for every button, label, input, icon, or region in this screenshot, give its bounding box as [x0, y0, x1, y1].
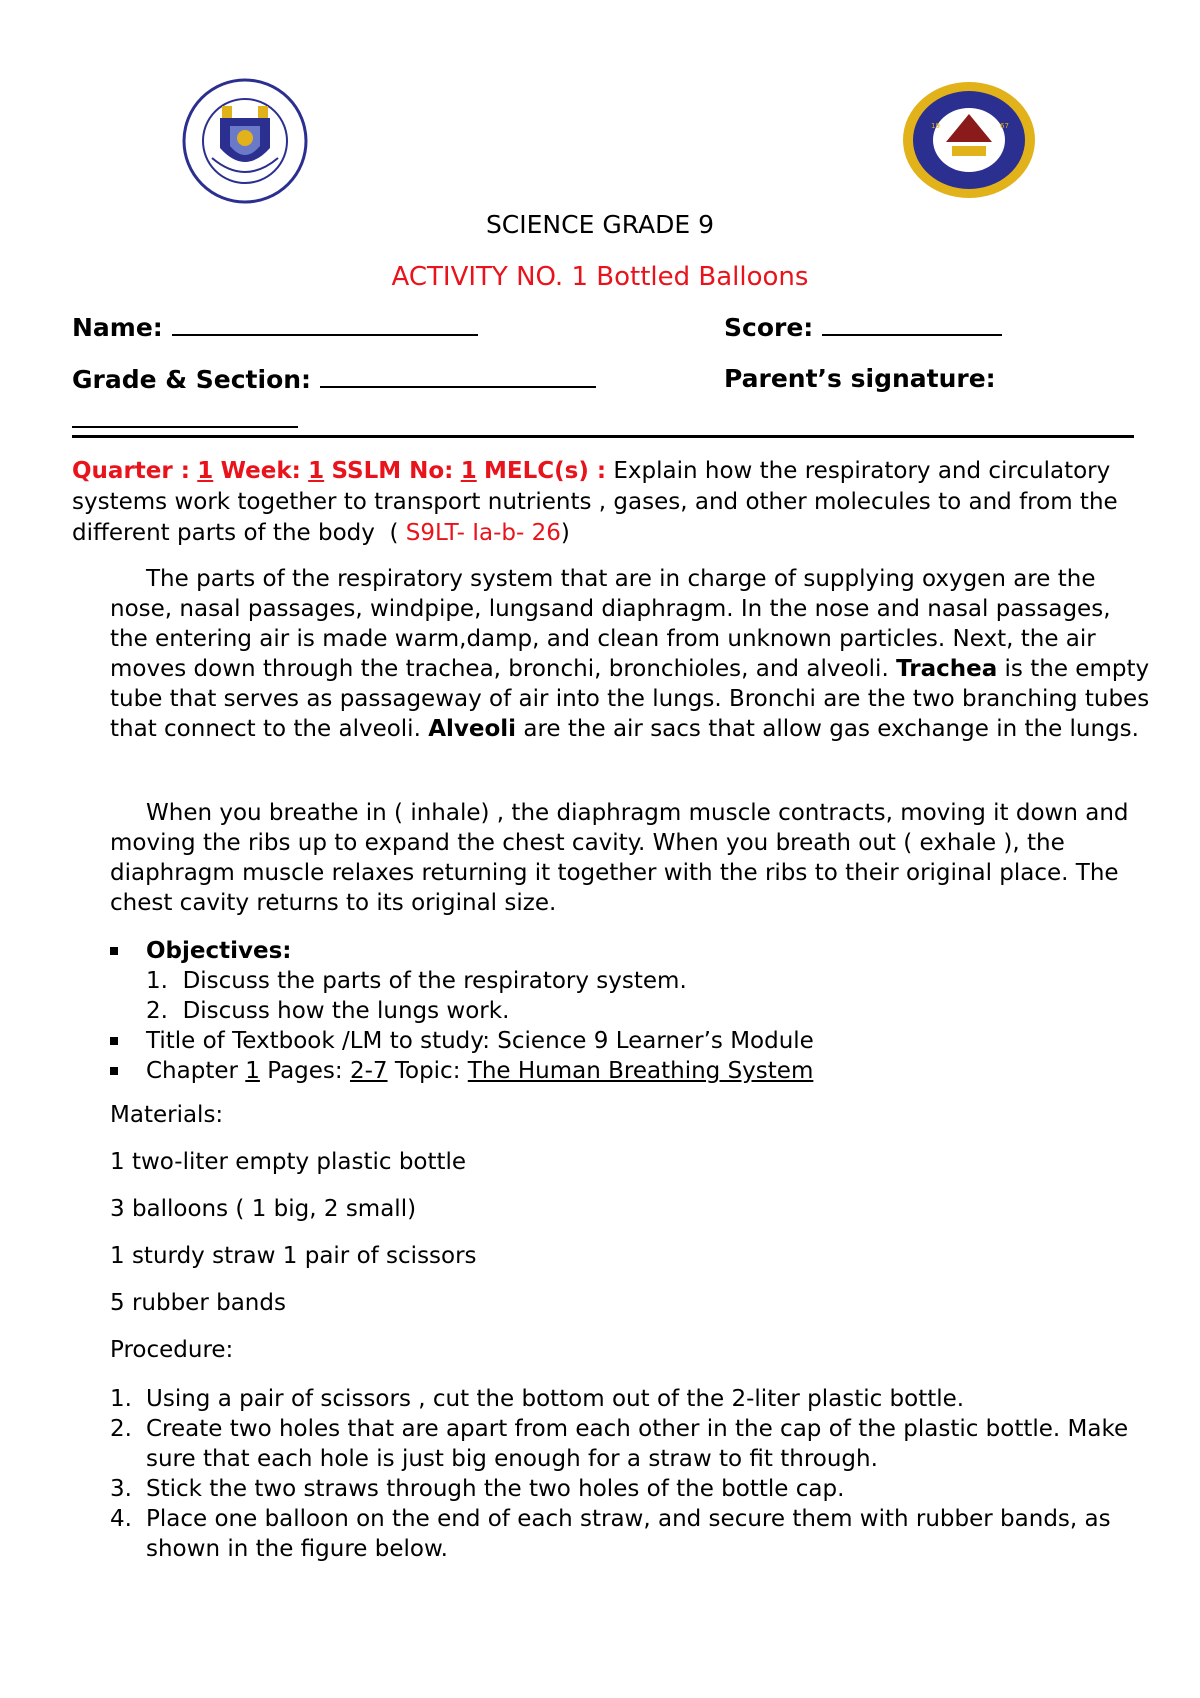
activity-title: ACTIVITY NO. 1 Bottled Balloons [391, 262, 809, 292]
parent-signature-field[interactable] [724, 364, 996, 393]
melc-code: S9LT- Ia-b- 26 [405, 520, 561, 546]
svg-text:67: 67 [1000, 122, 1009, 130]
name-field[interactable] [72, 312, 478, 342]
term-trachea: Trachea [896, 656, 998, 682]
procedure-heading: Procedure: [110, 1337, 234, 1363]
school-seal-logo [900, 80, 1038, 200]
score-field[interactable] [724, 312, 1002, 342]
parent-signature-blank[interactable] [72, 402, 298, 428]
objective-item: 1. Discuss the parts of the respiratory system. [146, 968, 687, 994]
deped-seal-logo [182, 78, 308, 204]
bullet-square-icon [110, 947, 118, 955]
paragraph-breathing: When you breathe in ( inhale) , the diaphragm muscle contracts, moving it down and moving the ribs up to expand the chest cavity. When you breath out ( exhale ), the diaphragm muscle relaxes returning it together with the ribs to their original place. The chest cavity returns to its original size. [110, 800, 1129, 916]
header-divider [72, 435, 1134, 438]
paragraph-respiratory-parts: The parts of the respiratory system that are in charge of supplying oxygen are the nose, nasal passages, windpipe, lungsand diaphragm. In the nose and nasal passages, the entering air is made warm,damp, and clean from unknown particles. Next, the air moves down through the trachea, bronchi, bronchioles, and alveoli. Trachea is the empty tube that serves as passageway of air into the lungs. Bronchi are the two branching tubes that connect to the alveoli. Alveoli are the air sacs that allow gas exchange in the lungs. [110, 566, 1150, 742]
grade-section-blank[interactable] [320, 364, 596, 388]
material-item: 1 sturdy straw 1 pair of scissors [110, 1243, 477, 1269]
parent-signature-label: Parent’s signature: [724, 364, 996, 393]
document-title: SCIENCE GRADE 9 [485, 210, 715, 239]
score-blank[interactable] [822, 312, 1002, 336]
materials-heading: Materials: [110, 1102, 224, 1128]
melc-text: Explain how the respiratory and circulatory systems work together to transport nutrients , gases, and other molecules to and from the different parts of the body [72, 458, 1118, 546]
material-item: 1 two-liter empty plastic bottle [110, 1149, 467, 1175]
material-item: 3 balloons ( 1 big, 2 small) [110, 1196, 417, 1222]
svg-text:19: 19 [931, 122, 940, 130]
quarter-info: Quarter : 1 Week: 1 SSLM No: 1 MELC(s) : Explain how the respiratory and circulatory systems work together to transport nutrients , gases, and other molecules to and from the different parts of the body ( S9LT- Ia-b- 26) [72, 458, 1118, 546]
score-label: Score: [724, 313, 814, 342]
grade-section-label: Grade & Section: [72, 365, 312, 394]
name-blank[interactable] [172, 312, 478, 336]
grade-section-field[interactable] [72, 364, 596, 394]
term-alveoli: Alveoli [428, 716, 517, 742]
objective-item: 2. Discuss how the lungs work. [146, 998, 510, 1024]
bullet-square-icon [110, 1067, 118, 1075]
material-item: 5 rubber bands [110, 1290, 286, 1316]
name-label: Name: [72, 313, 163, 342]
bullet-square-icon [110, 1037, 118, 1045]
